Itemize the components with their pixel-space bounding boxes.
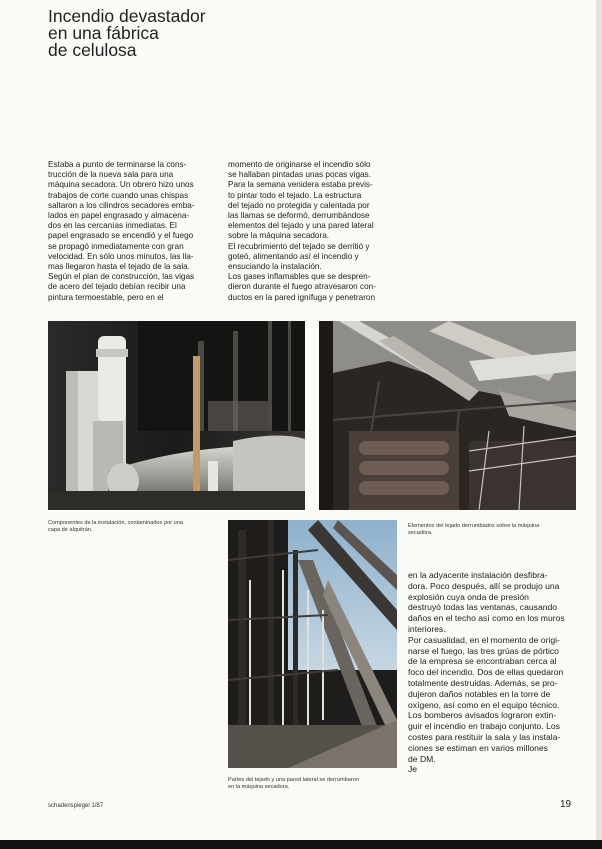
text-line: se propagó inmediatamente con gran [48,241,184,251]
text-line: velocidad. En sólo unos minutos, las lla- [48,251,194,261]
text-line: saltaron a los cilindros secadores emba- [48,200,195,210]
text-line: costes para restituir la sala y las instala- [408,731,561,742]
title-line: de celulosa [48,40,137,60]
caption-line: Partes del tejado y una pared lateral se derrumbaron [228,777,359,783]
text-line: Los gases inflamables que se despren- [228,272,371,282]
caption-bottom [228,777,359,791]
text-line: dujeron daños notables en la torre de [408,688,551,699]
text-line: de la empresa se encontraban cerca al [408,656,557,667]
text-line: de acero del tejado debían recibir una [48,282,186,292]
caption-left [48,520,183,534]
text-line: Para la semana venidera estaba previs- [228,180,373,190]
text-line: trucción de la nueva sala para una [48,170,174,180]
text-column-2 [228,160,398,303]
text-line: momento de originarse el incendio sólo [228,160,371,169]
text-line: dora. Poco después, allí se produjo una [408,580,560,591]
text-line: Je [408,764,418,775]
text-line: explosión cuya onda de presión [408,591,529,602]
caption-line: Elementos del tejado derrumbados sobre la máquina [408,523,540,529]
caption-right [408,523,539,537]
article-title [48,8,308,59]
text-line: mas llegaron hasta el tejado de la sala. [48,262,191,272]
text-line: narse el fuego, las tres grúas de pórtico [408,645,559,656]
title-line: Incendio devastador [48,6,206,26]
page-number: 19 [560,799,572,810]
text-line: sobre la máquina secadora. [228,231,330,241]
text-column-3 [408,570,578,775]
text-line: lados en papel engrasado y almacena- [48,211,190,221]
text-line: ciones se estiman en varios millones [408,742,548,753]
text-line: elementos del tejado y una pared lateral [228,221,374,231]
title-line: en una fábrica [48,23,159,43]
text-line: totalmente destruidas. Además, se pro- [408,677,558,688]
text-column-1 [48,160,218,303]
text-line: ductos en la pared ignífuga y penetraron [228,292,376,302]
text-line: Estaba a punto de terminarse la cons- [48,160,187,169]
text-line: papel engrasado se encendió y el fuego [48,231,194,241]
scan-bottom-bar [0,840,602,849]
photo-collapsed-side-wall [228,520,397,768]
text-line: del tejado no protegida y calentada por [228,200,370,210]
text-line: goteó, alimentando así el incendio y [228,251,359,261]
text-line: de DM. [408,753,436,764]
text-line: dos en las cercanías inmediatas. El [48,221,177,231]
photo-collapsed-roof-elements [319,321,576,510]
caption-line: secadora. [408,530,433,536]
text-line: daños en el techo así como en los muros [408,613,565,624]
caption-line: capa de alquitrán. [48,527,93,533]
text-line: Los bomberos avisados lograron extin- [408,710,557,721]
text-line: interiores. [408,623,446,634]
text-line: ensuciando la instalación. [228,262,322,272]
text-line: oxígeno, así como en el equipo técnico. [408,699,560,710]
caption-line: en la máquina secadora. [228,784,290,790]
text-line: Según el plan de construcción, las vigas [48,272,195,282]
text-line: dieron durante el fuego atravesaron con- [228,282,376,292]
text-line: foco del incendio. Dos de ellas quedaron [408,667,564,678]
publication-name: schadenspiegel 1/87 [48,803,104,809]
photo-installation-components [48,321,305,510]
text-line: destruyó todas las ventanas, causando [408,602,558,613]
page-edge [596,0,602,849]
text-line: Por casualidad, en el momento de origi- [408,634,560,645]
caption-line: Componentes de la instalación, contaminados por una [48,520,183,526]
text-line: El recubrimiento del tejado se derritió y [228,241,370,251]
text-line: máquina secadora. Un obrero hizo unos [48,180,194,190]
text-line: pintura termoestable, pero en el [48,292,164,302]
text-line: las llamas se deformó, derrumbándose [228,211,370,221]
text-line: trabajos de corte cuando unas chispas [48,190,189,200]
text-line: en la adyacente instalación desfibra- [408,570,548,580]
text-line: to pintar todo el tejado. La estructura [228,190,362,200]
text-line: se hallaban pintadas unas pocas vigas. [228,170,371,180]
text-line: guir el incendio en trabajo conjunto. Los [408,721,560,732]
